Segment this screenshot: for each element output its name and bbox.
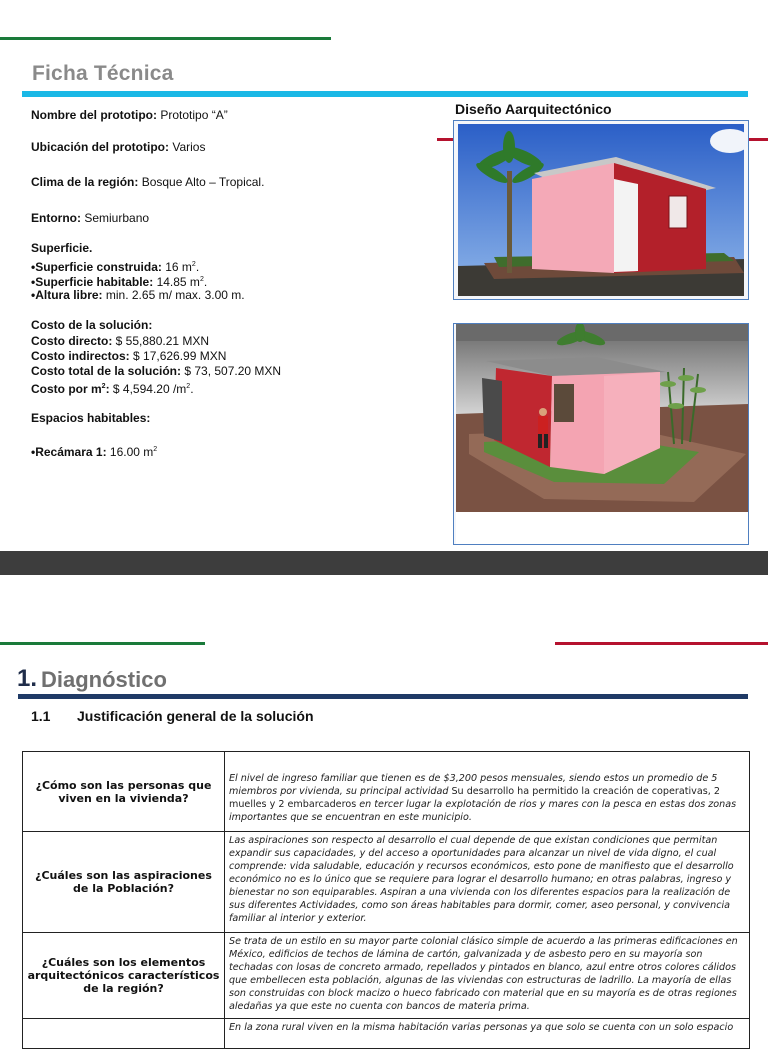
red-accent-right bbox=[746, 138, 768, 141]
question-cell bbox=[23, 1019, 225, 1049]
table-row bbox=[23, 752, 750, 832]
table-row bbox=[23, 832, 750, 933]
section-number: 1. bbox=[17, 665, 38, 692]
design-title: Diseño Aarquitectónico bbox=[455, 101, 612, 117]
field-nombre: Nombre del prototipo: Prototipo “A” bbox=[31, 108, 228, 122]
render-image-front bbox=[453, 120, 749, 300]
subsection-title: Justificación general de la solución bbox=[77, 708, 314, 724]
section-title: Diagnóstico bbox=[41, 667, 167, 692]
question-cell: ¿Cuáles son las aspiraciones de la Población? bbox=[23, 832, 225, 933]
question-cell: ¿Cuáles son los elementos arquitectónicos característicos de la región? bbox=[23, 933, 225, 1019]
title-underline bbox=[22, 91, 748, 97]
answer-cell: El nivel de ingreso familiar que tienen es de $3,200 pesos mensuales, siendo estos un promedio de 5 miembros por vivienda, su principal actividad Su desarrollo ha permitido la creación de coperativas, 2 muelles y 2 embarcaderos en tercer lugar la explotación de rios y mares con la pesca en estas dos zonas importantes que se encuentran en este municipio. bbox=[225, 752, 750, 832]
section-divider-band bbox=[0, 551, 768, 575]
render-perspective-drawing bbox=[454, 324, 748, 544]
field-espacios: Espacios habitables: bbox=[31, 411, 151, 425]
subsection-number: 1.1 bbox=[31, 708, 51, 724]
justification-table bbox=[22, 751, 750, 1049]
field-recamara: •Recámara 1: 16.00 $m^2$ bbox=[31, 445, 158, 459]
answer-cell: Las aspiraciones son respecto al desarrollo el cual depende de que existan condiciones que permitan expandir sus capacidades, y del acceso a oportunidades para alcanzar un nivel de vida digno, el cual comprende: vida saludable, educación y recursos económicos, esto pone de manifiesto que el desarrollo económico no es lo único que se requiere para lograr el desarrollo humano; en otras palabras, ingreso y bienestar no son equiparables. Aspiran a una vivienda con los diferentes espacios para la realización de sus diferentes Actividades, como son áreas habitables para dormir, comer, aseo personal, y convivencia familiar al interior y exterior. bbox=[225, 832, 750, 933]
field-sup-construida: •Superficie construida: 16 $m^2$. bbox=[31, 260, 200, 274]
field-costo-indirectos: Costo indirectos: $ 17,626.99 MXN bbox=[31, 349, 227, 363]
answer-cell: En la zona rural viven en la misma habitación varias personas ya que solo se cuenta con un solo espacio bbox=[225, 1019, 750, 1049]
answer-cell: Se trata de un estilo en su mayor parte colonial clásico simple de acuerdo a las primeras edificaciones en México, edificios de techos de lámina de cartón, galvanizada y de asbesto pero en su mayoría son techadas con losas de concreto armado, repellados y pintados en blanco, azul entre otros colores cálidos que embellecen esta población, algunas de las viviendas con estructuras de ladrillo. La mayoría de ellas son construidas con block macizo o hueco fabricado con material que en su mayoría es de otras regiones aledañas ya que este no cuenta con bancos de materia prima. bbox=[225, 933, 750, 1019]
red-accent-line-2 bbox=[555, 642, 768, 645]
field-entorno: Entorno: Semiurbano bbox=[31, 211, 150, 225]
green-accent-line-2 bbox=[0, 642, 205, 645]
section-title-underline bbox=[18, 694, 748, 699]
field-costo-total: Costo total de la solución: $ 73, 507.20 MXN bbox=[31, 364, 282, 378]
render-front-drawing bbox=[454, 121, 748, 299]
field-costo: Costo de la solución: bbox=[31, 318, 153, 332]
field-clima: Clima de la región: Bosque Alto – Tropical. bbox=[31, 175, 265, 189]
page-title: Ficha Técnica bbox=[32, 62, 174, 85]
table-row bbox=[23, 1019, 750, 1049]
green-accent-line bbox=[0, 37, 331, 40]
field-superficie: Superficie. bbox=[31, 241, 93, 255]
question-cell: ¿Cómo son las personas que viven en la vivienda? bbox=[23, 752, 225, 832]
field-costo-directo: Costo directo: $ 55,880.21 MXN bbox=[31, 334, 210, 348]
render-image-perspective bbox=[453, 323, 749, 545]
table-row bbox=[23, 933, 750, 1019]
field-sup-habitable: •Superficie habitable: 14.85 $m^2$. bbox=[31, 275, 208, 289]
field-costo-m2: Costo por $m^2$: $ 4,594.20 $/m^2$. bbox=[31, 382, 194, 396]
field-ubicacion: Ubicación del prototipo: Varios bbox=[31, 140, 206, 154]
field-altura: •Altura libre: min. 2.65 m/ max. 3.00 m. bbox=[31, 288, 245, 302]
